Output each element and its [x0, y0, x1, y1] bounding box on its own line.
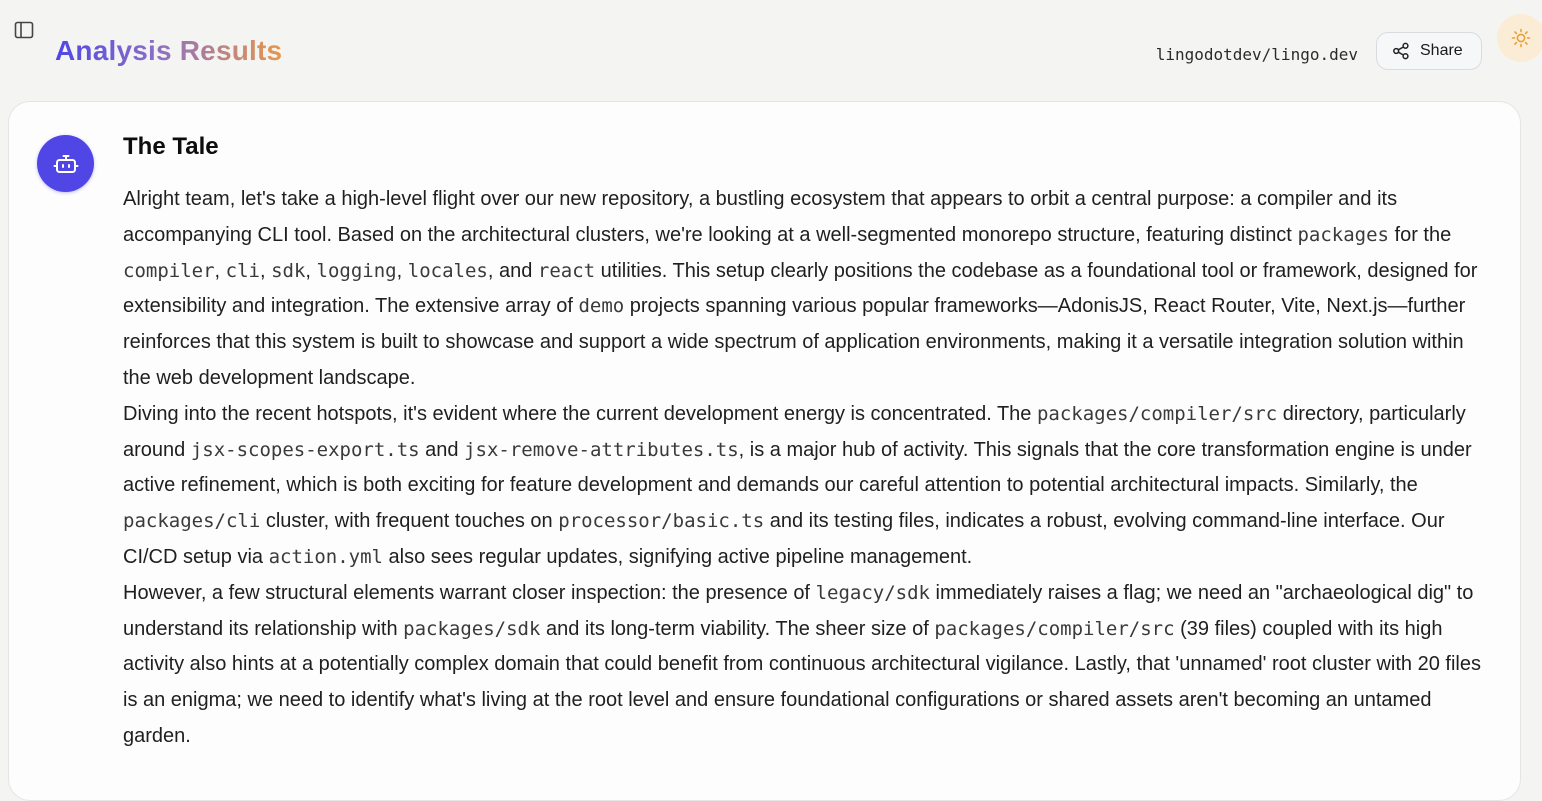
code-span: locales: [407, 259, 488, 282]
text-span: (39 files) coupled with its high activity also hints at a potentially complex domain that could benefit from continuous architectural vigilance. Lastly, that 'unnamed' root cluster with 20 files is an enigma; we need to identify what's living at the root level and ensure foundational configurations or shared assets aren't becoming an untamed garden.: [123, 617, 1481, 747]
bot-avatar: [37, 135, 94, 192]
theme-toggle-button[interactable]: [1497, 14, 1542, 62]
code-span: legacy/sdk: [815, 581, 930, 604]
sidebar-toggle-icon: [14, 21, 34, 39]
page-title: Analysis Results: [55, 33, 282, 69]
tale-paragraph-2: [123, 397, 1493, 576]
code-span: packages: [1297, 223, 1389, 246]
text-span: ,: [305, 259, 317, 282]
tale-paragraph-1: [123, 182, 1493, 397]
code-span: react: [537, 259, 596, 282]
code-span: jsx-remove-attributes.ts: [464, 438, 739, 461]
code-span: packages/compiler/src: [934, 617, 1175, 640]
tale-body: [123, 182, 1493, 755]
code-span: logging: [316, 259, 397, 282]
text-span: , is a major hub of activity. This signals that the core transformation engine is under active refinement, which is both exciting for feature development and demands our careful attention to potential architectural impacts. Similarly, the: [123, 438, 1472, 497]
text-span: immediately raises a flag; we need an "archaeological dig" to understand its relationship with: [123, 581, 1474, 640]
code-span: packages/sdk: [403, 617, 541, 640]
text-span: However, a few structural elements warrant closer inspection: the presence of: [123, 581, 816, 604]
text-span: Alright team, let's take a high-level flight over our new repository, a bustling ecosystem that appears to orbit a central purpose: a compiler and its accompanying CLI tool. Based on the architectural clusters, we're looking at a well-segmented monorepo structure, featuring distinct: [123, 188, 1398, 246]
text-span: cluster, with frequent touches on: [260, 510, 559, 533]
tale-paragraph-3: [123, 576, 1493, 755]
code-span: packages/compiler/src: [1036, 402, 1278, 425]
code-span: action.yml: [268, 545, 383, 568]
share-icon: [1392, 42, 1410, 60]
text-span: ,: [259, 259, 272, 282]
section-title: The Tale: [123, 133, 219, 160]
text-span: ,: [396, 259, 408, 282]
text-span: and its testing files, indicates a robust, evolving command-line interface. Our CI/CD setup via: [123, 510, 1445, 568]
text-span: for the: [1388, 223, 1452, 246]
text-span: , and: [487, 259, 538, 282]
code-span: jsx-scopes-export.ts: [190, 438, 420, 461]
text-span: directory, particularly around: [123, 402, 1466, 461]
code-span: cli: [225, 259, 260, 282]
share-label: Share: [1420, 42, 1463, 59]
share-button[interactable]: [1376, 32, 1482, 70]
text-span: ,: [214, 259, 226, 282]
sun-icon: [1511, 28, 1531, 48]
text-span: utilities. This setup clearly positions the codebase as a foundational tool or framework, designed for extensibility and integration. The extensive array of: [123, 259, 1478, 318]
sidebar-toggle-button[interactable]: [13, 20, 35, 40]
code-span: sdk: [271, 259, 306, 282]
code-span: packages/cli: [123, 510, 261, 533]
code-span: compiler: [123, 259, 215, 282]
text-span: also sees regular updates, signifying active pipeline management.: [383, 545, 973, 568]
code-span: demo: [578, 295, 625, 318]
text-span: and: [419, 438, 465, 461]
code-span: processor/basic.ts: [558, 510, 765, 533]
text-span: projects spanning various popular frameworks—AdonisJS, React Router, Vite, Next.js—further reinforces that this system is built to showcase and support a wide spectrum of application environments, making it a versatile integration solution within the web development landscape.: [123, 295, 1466, 389]
repo-name: lingodotdev/lingo.dev: [1155, 45, 1358, 64]
text-span: Diving into the recent hotspots, it's evident where the current development energy is concentrated. The: [123, 402, 1037, 425]
robot-icon: [53, 151, 79, 177]
text-span: and its long-term viability. The sheer size of: [540, 617, 935, 640]
